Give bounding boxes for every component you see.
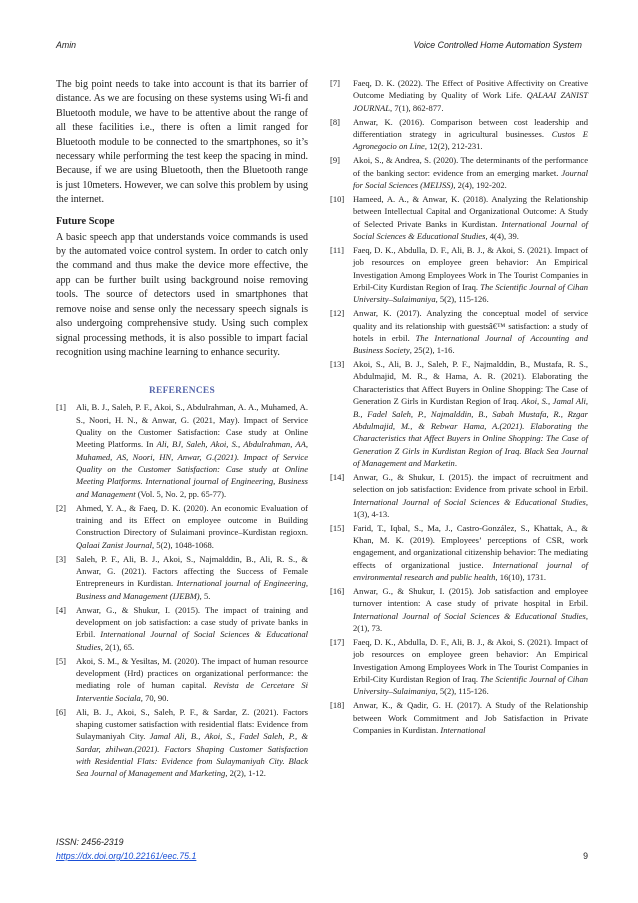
reference-volume-pages: , 70, 90. [140,692,169,703]
reference-volume-pages: (Vol. 5, No. 2, pp. 65-77). [135,488,227,499]
running-header-author: Amin [56,40,77,50]
reference-text [76,706,308,780]
reference-text [353,244,588,306]
reference-item [56,604,308,653]
reference-text [353,358,588,469]
reference-authors-title: Farid, T., Iqbal, S., Ma, J., Castro-González, S., Khattak, A., & Khan, M. K. (2019). Employees’ perceptions of CSR, work engagement, and organizational citizenship behavior: The mediating effects of organizational justice. [353,522,588,570]
page-number: 9 [583,851,588,861]
reference-source: International journal of environmental research and public health [353,559,588,583]
reference-authors-title: Akoi, S. M., & Yesiltas, M. (2020). The impact of human resource development (Hrd) practices on organizational performance: the mediating role of human capital. [76,655,308,691]
reference-text [353,471,588,520]
reference-source: The Scientific Journal of Cihan University–Sulaimaniya [353,674,588,697]
reference-item [56,706,308,780]
reference-text [353,699,588,736]
reference-volume-pages: , 5(2), 115-126. [435,294,489,305]
reference-volume-pages: , 5. [199,590,211,601]
reference-volume-pages: . [454,457,457,468]
reference-number: [16] [330,586,345,597]
reference-authors-title: Anwar, K. (2017). Analyzing the conceptual model of service quality and its relationship with guestsâ€™ satisfaction: a study of hotels in erbil. [353,308,588,343]
reference-item [330,154,588,191]
reference-volume-pages: , 2(1), 65. [100,641,135,652]
reference-text [76,553,308,602]
reference-authors-title: Ali, B. J., Saleh, P. F., Akoi, S., Abdulrahman, A. A., Muhamed, A. S., Noori, H. N., & Anwar, G. (2021, May). Impact of Service Quality on the Customer Satisfaction: Case study at Online Meeting Platforms. In [76,402,308,450]
reference-item [330,307,588,356]
reference-source: Akoi, S., Jamal Ali, B., Fadel Saleh, P., Najmalddin, B., Sabah Mustafa, R., Rzgar Abdulmajid, M., & Rebwar Hama, A.(2021). Elaborating the Characteristics that Affect Buyers in Online Shopping: The Case of Generation Z Girls in Kurdistan Region of Iraq. Black Sea Journal of Management and Marketin [353,396,588,468]
future-scope-heading: Future Scope [56,215,115,227]
reference-source: Qalaai Zanist Journal [76,539,152,550]
reference-source: International Journal of Social Sciences & Educational Studies [353,610,586,621]
reference-volume-pages: , 12(2), 212-231. [424,141,483,152]
reference-volume-pages: , 5(2), 1048-1068. [151,539,214,550]
reference-source: The International Journal of Accounting and Business Society [353,332,589,356]
reference-number: [2] [56,502,66,513]
reference-text [353,585,588,634]
reference-authors-title: Anwar, G., & Shukur, I. (2015). The impact of training and development on job satisfaction: a case study of private banks in Erbil. [76,604,308,640]
reference-item [56,401,308,500]
reference-volume-pages: , 4(4), 39. [485,230,519,241]
reference-number: [15] [330,522,345,533]
reference-authors-title: Anwar, K., & Qadir, G. H. (2017). A Study of the Relationship between Work Commitment and Job Satisfaction in Private Companies in Kurdistan. [353,700,588,736]
reference-authors-title: Akoi, S., & Andrea, S. (2020). The determinants of the performance of the banking sector: evidence from an emerging market. [353,155,588,178]
reference-item [330,358,588,469]
reference-authors-title: Faeq, D. K., Abdulla, D. F., Ali, B. J., & Akoi, S. (2021). Impact of job resources on employee green behavior: An Empirical Investigation Among Employees Work in The Tourist Companies in Erbil-City Kurdistan Region of Iraq. [353,244,588,292]
reference-authors-title: Akoi, S., Ali, B. J., Saleh, P. F., Najmalddin, B., Mustafa, R. S., Abdulmajid, M. R., & Hama, A. R. (2021). Elaborating the Characteristics that Affect Buyers in Online Shopping: The Case of Generation Z Girls in Kurdistan Region of Iraq. [353,359,588,407]
reference-item [330,77,588,114]
right-column [330,77,588,738]
reference-volume-pages: , 2(2), 1-12. [225,768,266,779]
reference-source: The Scientific Journal of Cihan University–Sulaimaniya [353,281,588,305]
reference-number: [18] [330,700,345,711]
reference-text [353,154,588,191]
reference-authors-title: Anwar, K. (2016). Comparison between cost leadership and differentiation strategy in agricultural businesses. [353,116,588,139]
reference-source: Journal for Social Sciences (MEIJSS) [353,167,588,190]
reference-authors-title: Ali, B. J., Akoi, S., Saleh, P. F., & Sardar, Z. (2021). Factors shaping customer satisfaction with residential flats: Evidence from Sulaymaniyah City. [76,706,308,742]
reference-source: Jamal Ali, B., Akoi, S., Fadel Saleh, P., & Sardar, zhilwan.(2021). Factors Shaping Customer Satisfaction with Residential Flats: Evidence from Sulaymaniyah City. Black Sea Journal of Management and Marketing [76,731,308,779]
reference-text [353,307,588,356]
reference-number: [8] [330,116,340,127]
reference-number: [10] [330,193,345,204]
reference-text [353,77,588,114]
reference-source: International journal of Engineering, Business and Management (IJEBM) [76,578,308,601]
reference-text [353,193,588,242]
reference-item [330,471,588,520]
reference-source: Custos E Agronegocio on Line [353,128,589,152]
reference-volume-pages: , 2(4), 192-202. [453,179,507,190]
reference-item [330,244,588,306]
reference-source: International [440,725,486,736]
reference-item [330,522,588,584]
reference-number: [9] [330,155,340,166]
reference-source: International Journal of Social Sciences & Educational Studies [353,496,586,507]
reference-number: [12] [330,308,345,319]
reference-volume-pages: , 16(10), 1731. [495,572,546,583]
reference-authors-title: Faeq, D. K. (2022). The Effect of Positive Affectivity on Creative Outcome Mediating by Quality of Work Life. [353,78,588,101]
reference-volume-pages: , 5(2), 115-126. [435,686,489,697]
reference-item [56,502,308,551]
footer-issn: ISSN: 2456-2319 [56,837,124,847]
reference-authors-title: Ahmed, Y. A., & Faeq, D. K. (2020). An economic Evaluation of training and its Effect on employee outcome in Building Construction Directory of Sulaimani province–Kurdistan regioxn. [76,502,308,538]
reference-number: [7] [330,78,340,88]
reference-authors-title: Hameed, A. A., & Anwar, K. (2018). Analyzing the Relationship between Intellectual Capital and Organizational Outcome: A Study of Selected Private Banks in Kurdistan. [353,193,588,229]
reference-number: [3] [56,553,66,564]
reference-item [56,655,308,704]
reference-authors-title: Anwar, G., & Shukur, I. (2015). Job satisfaction and employee turnover intention: A case study of private hospital in Erbil. [353,586,588,609]
reference-text [76,401,308,500]
reference-number: [6] [56,706,66,717]
reference-source: Revista de Cercetare Si Interventie Sociala [76,680,308,703]
reference-item [330,636,588,698]
reference-source: International Journal of Social Sciences & Educational Studies [353,218,588,241]
footer-doi-link[interactable]: https://dx.doi.org/10.22161/eec.75.1 [56,851,197,861]
future-scope-paragraph: A basic speech app that understands voice commands is used by the automated voice control system. In order to catch only the command and thus make the device more effective, the app can be further built using background noise removing tools. The source of detectors used in smartphones that remove noise and sense only the necessary speech signals is also undergoing comprehensive study. Using such complex signal processing methods, it is also possible to impart facial recognition using machine learning to enhance security. [56,231,308,358]
reference-authors-title: Anwar, G., & Shukur, I. (2015). the impact of recruitment and selection on job satisfaction: Evidence from private school in Erbil. [353,471,588,495]
intro-paragraph: The big point needs to take into account is that its barrier of distance. As we are focusing on these systems using Wi-fi and Bluetooth module, we have to be attentive about the range of all these facilities i.e., there is often a limit ranged for Bluetooth module to be connected to the smartphones, so it’s necessary while performing the test keep the spacing in mind. Because, if we are using Bluetooth, then the Bluetooth range is just 10meters. However, we can solve this problem by using the internet. [56,79,308,206]
left-column [56,78,308,781]
references-list-right [330,77,588,736]
running-header-title: Voice Controlled Home Automation System [413,40,582,50]
reference-text [76,604,308,653]
reference-item [330,699,588,736]
reference-authors-title: Saleh, P. F., Ali, B. J., Akoi, S., Najmalddin, B., Ali, R. S., & Anwar, G. (2021). Factors affecting the Success of Female Entrepreneurs in Kurdistan. [76,553,308,589]
reference-item [56,553,308,602]
reference-number: [17] [330,637,345,648]
reference-volume-pages: , 1(3), 4-13. [353,496,588,519]
reference-text [76,655,308,704]
reference-number: [5] [56,655,66,666]
reference-number: [14] [330,471,345,482]
reference-text [353,636,588,698]
reference-item [330,193,588,242]
reference-source: International Journal of Social Sciences & Educational Studies [76,629,308,652]
reference-volume-pages: , 2(1), 73. [353,610,588,634]
reference-number: [13] [330,359,345,370]
references-list-left [56,401,308,779]
reference-authors-title: Faeq, D. K., Abdulla, D. F., Ali, B. J., & Akoi, S. (2021). Impact of job resources on employee green behavior: An Empirical Investigation Among Employees Work in The Tourist Companies in Erbil-City Kurdistan Region of Iraq. [353,637,588,685]
reference-text [353,116,588,153]
reference-item [330,585,588,634]
reference-volume-pages: , 7(1), 862-877. [390,102,444,113]
reference-volume-pages: , 25(2), 1-16. [409,345,455,356]
reference-text [76,502,308,551]
reference-item [330,116,588,153]
reference-number: [11] [330,244,344,255]
references-heading: REFERENCES [148,386,216,397]
reference-text [353,522,588,584]
reference-number: [1] [56,402,66,413]
reference-number: [4] [56,604,66,615]
reference-source: QALAAI ZANIST JOURNAL [353,90,588,113]
reference-source: Ali, BJ, Saleh, Akoi, S., Abdulrahman, AA, Muhamed, AS, Noori, HN, Anwar, G.(2021). Impact of Service Quality on the Customer Satisfaction: Case study at Online Meeting Platforms. International journal of Engineering, Business and Management [76,439,308,499]
